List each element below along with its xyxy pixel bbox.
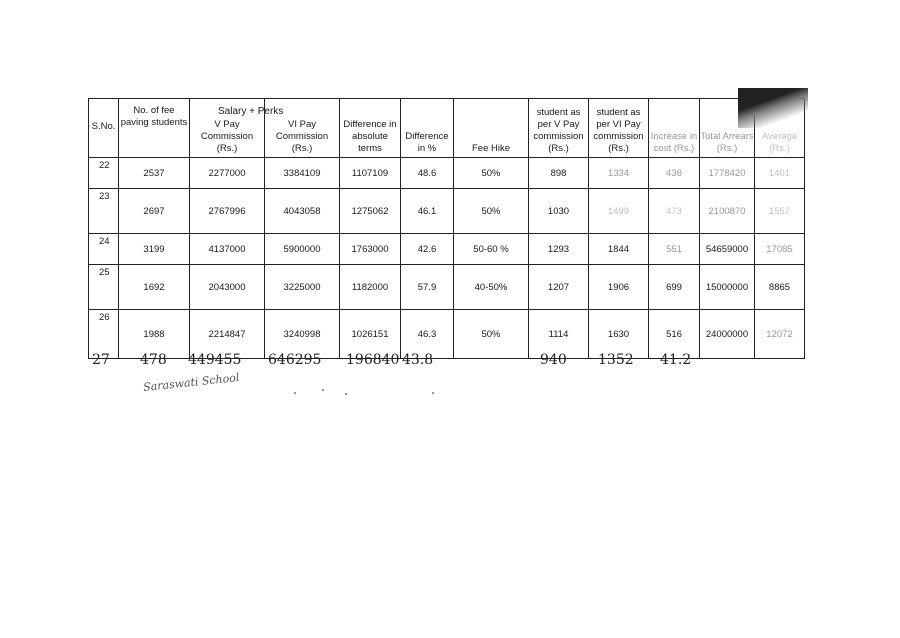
cell-fee-hike: 40-50% xyxy=(454,265,529,310)
cell-increase: 436 xyxy=(649,158,700,189)
handwritten-cost-v: 940 xyxy=(540,352,567,368)
cell-v-pay: 4137000 xyxy=(190,234,265,265)
cell-increase: 551 xyxy=(649,234,700,265)
handwritten-diff-abs: 196840 xyxy=(346,352,400,368)
handwritten-v-pay: 449455 xyxy=(188,352,242,368)
col-header-cost-vi: student as per VI Pay commission (Rs.) xyxy=(589,99,649,158)
cell-fee-hike: 50-60 % xyxy=(454,234,529,265)
cell-sno: 23 xyxy=(89,189,119,234)
scanned-table-sheet xyxy=(88,90,804,355)
col-header-fee-hike: Fee Hike xyxy=(454,99,529,158)
handwritten-sno: 27 xyxy=(92,352,110,368)
cell-diff-pct: 42.6 xyxy=(401,234,454,265)
cell-fee-hike: 50% xyxy=(454,310,529,359)
cell-arrears: 15000000 xyxy=(700,265,755,310)
cell-cost-vi: 1906 xyxy=(589,265,649,310)
cell-average: 1557 xyxy=(755,189,805,234)
cell-students: 2697 xyxy=(119,189,190,234)
cell-cost-vi: 1630 xyxy=(589,310,649,359)
col-header-cost-v: student as per V Pay commission (Rs.) xyxy=(529,99,589,158)
cell-diff-abs: 1275062 xyxy=(340,189,401,234)
cell-increase: 516 xyxy=(649,310,700,359)
cell-sno: 22 xyxy=(89,158,119,189)
cell-students: 1692 xyxy=(119,265,190,310)
cell-diff-abs: 1763000 xyxy=(340,234,401,265)
cell-vi-pay: 3225000 xyxy=(265,265,340,310)
cell-vi-pay: 4043058 xyxy=(265,189,340,234)
cell-cost-v: 1293 xyxy=(529,234,589,265)
cell-students: 1988 xyxy=(119,310,190,359)
cell-average: 1401 xyxy=(755,158,805,189)
cell-diff-pct: 57.9 xyxy=(401,265,454,310)
scan-corner-shadow xyxy=(738,88,808,128)
cell-cost-v: 1207 xyxy=(529,265,589,310)
cell-average: 17085 xyxy=(755,234,805,265)
handwritten-students: 478 xyxy=(140,352,167,368)
col-header-vi-pay: VI Pay Commission (Rs.) xyxy=(265,99,340,158)
cell-diff-abs: 1107109 xyxy=(340,158,401,189)
cell-vi-pay: 5900000 xyxy=(265,234,340,265)
scan-speck xyxy=(294,392,296,394)
col-header-diff-pct: Difference in % xyxy=(401,99,454,158)
cell-arrears: 54659000 xyxy=(700,234,755,265)
cell-v-pay: 2767996 xyxy=(190,189,265,234)
cell-increase: 473 xyxy=(649,189,700,234)
handwritten-note: Saraswati School xyxy=(142,370,240,395)
scan-speck xyxy=(322,389,324,391)
cell-average: 12072 xyxy=(755,310,805,359)
cell-increase: 699 xyxy=(649,265,700,310)
col-header-increase: Increase in cost (Rs.) xyxy=(649,99,700,158)
cell-vi-pay: 3240998 xyxy=(265,310,340,359)
table-row xyxy=(89,265,805,310)
cell-sno: 26 xyxy=(89,310,119,359)
cell-arrears: 1778420 xyxy=(700,158,755,189)
cell-students: 2537 xyxy=(119,158,190,189)
salary-perks-label: Salary + Perks xyxy=(218,106,284,117)
cell-students: 3199 xyxy=(119,234,190,265)
table-header-row xyxy=(89,99,805,158)
cell-cost-vi: 1844 xyxy=(589,234,649,265)
handwritten-cost-vi: 1352 xyxy=(598,352,634,368)
cell-cost-v: 898 xyxy=(529,158,589,189)
cell-v-pay: 2277000 xyxy=(190,158,265,189)
scan-speck xyxy=(345,393,347,395)
cell-diff-abs: 1026151 xyxy=(340,310,401,359)
cell-cost-v: 1114 xyxy=(529,310,589,359)
cut-off-header-text: · · · · · · · · xyxy=(229,94,281,103)
cell-diff-pct: 46.1 xyxy=(401,189,454,234)
cell-arrears: 24000000 xyxy=(700,310,755,359)
handwritten-vi-pay: 646295 xyxy=(268,352,322,368)
cell-fee-hike: 50% xyxy=(454,189,529,234)
cell-cost-vi: 1334 xyxy=(589,158,649,189)
cell-sno: 25 xyxy=(89,265,119,310)
col-header-sno: S.No. xyxy=(89,99,119,158)
fee-hike-table xyxy=(88,98,805,359)
col-header-v-pay: V Pay Commission (Rs.) xyxy=(190,99,265,158)
table-row xyxy=(89,158,805,189)
cell-arrears: 2100870 xyxy=(700,189,755,234)
cell-diff-abs: 1182000 xyxy=(340,265,401,310)
table-row xyxy=(89,189,805,234)
cell-cost-vi: 1499 xyxy=(589,189,649,234)
cell-diff-pct: 46.3 xyxy=(401,310,454,359)
cell-vi-pay: 3384109 xyxy=(265,158,340,189)
cell-sno: 24 xyxy=(89,234,119,265)
cell-v-pay: 2043000 xyxy=(190,265,265,310)
col-header-diff-abs: Difference in absolute terms xyxy=(340,99,401,158)
scan-speck xyxy=(432,392,434,394)
col-header-average: Average (Rs.) xyxy=(755,99,805,158)
cell-fee-hike: 50% xyxy=(454,158,529,189)
handwritten-diff-pct: 43.8 xyxy=(402,352,434,368)
cell-diff-pct: 48.6 xyxy=(401,158,454,189)
handwritten-increase: 41.2 xyxy=(660,352,692,368)
col-header-arrears: Total Arrears (Rs.) xyxy=(700,99,755,158)
cell-v-pay: 2214847 xyxy=(190,310,265,359)
table-row xyxy=(89,234,805,265)
cell-cost-v: 1030 xyxy=(529,189,589,234)
cell-average: 8865 xyxy=(755,265,805,310)
col-header-students: No. of fee paving students xyxy=(119,99,190,158)
